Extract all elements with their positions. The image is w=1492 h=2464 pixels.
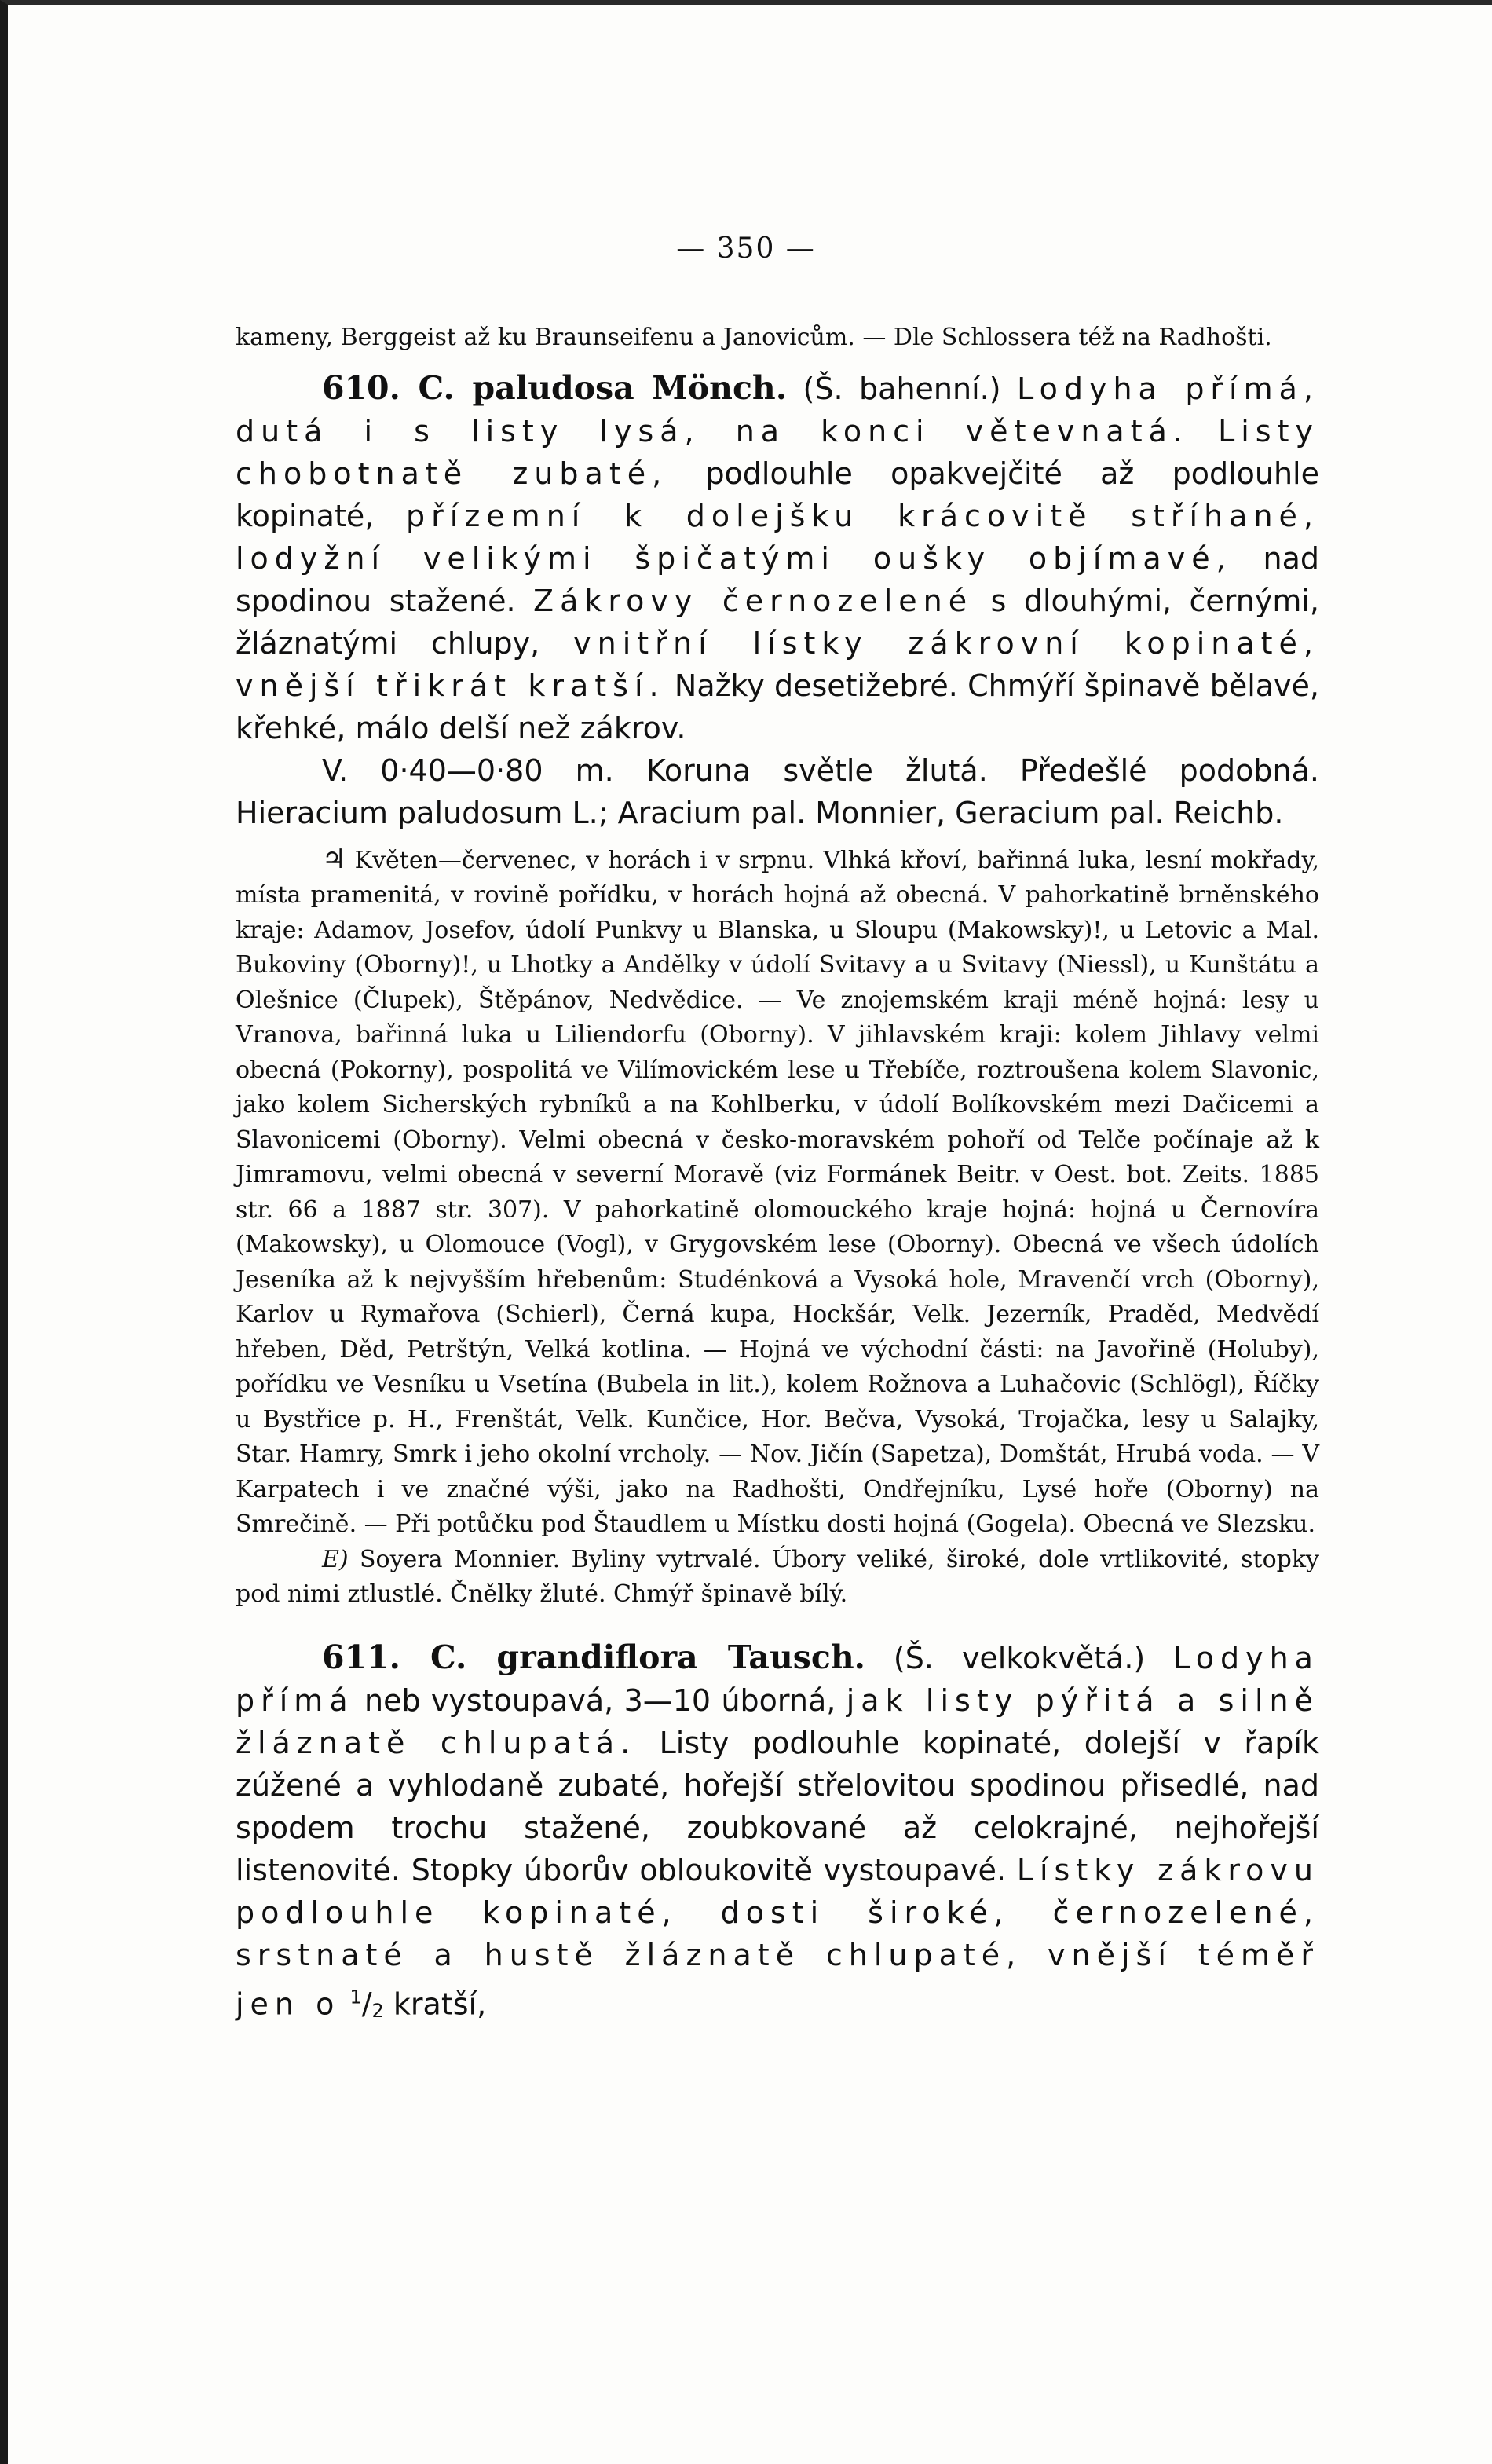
species-610-leaves-base: nad spodinou stažené. (236, 540, 1319, 618)
species-611-stem-detail: neb vystoupavá, 3—10 úborná, (364, 1682, 836, 1718)
species-611-czech-name: (Š. velkokvětá.) (893, 1640, 1146, 1675)
species-610-involucre-hairs: s dlouhými, černými, žláznatými chlupy, (236, 583, 1319, 661)
species-610-stem: Lodyha přímá, dutá i s listy lysá, na konci větevnatá. (236, 371, 1319, 448)
species-610-name: 610. C. paludosa Mönch. (322, 368, 788, 407)
species-610-involucre: Zákrovy černozelené (533, 583, 974, 618)
species-610-description (236, 367, 1319, 749)
intro-paragraph: kameny, Berggeist až ku Braunseifenu a Janovicům. — Dle Schlossera též na Radhošti. (236, 324, 1272, 351)
species-610-achenes: Nažky desetižebré. Chmýří špinavě bělavé, křehké, málo delší než zákrov. (236, 668, 1319, 745)
species-611-leaves: Listy podlouhle kopinaté, dolejší v řapík zúžené a vyhlodaně zubaté, hořejší střelovitou spodinou přisedlé, nad spodem trochu stažené, zoubkované až celokrajné, nejhořejší listenovité. Stopky úborův obloukovitě vystoupavé. (236, 1725, 1319, 1887)
perennial-symbol: ♃ (322, 843, 346, 875)
species-610-leaves-detail: přízemní k dolejšku krácovitě stříhané, lodyžní velikými špičatými oušky objímavé, (236, 498, 1319, 576)
fraction-denominator: 2 (371, 2000, 384, 2023)
page-number: — 350 — (676, 232, 816, 265)
species-610-distribution-text: Květen—červenec, v horách i v srpnu. Vlhká křoví, bařinná luka, lesní mokřady, místa pramenitá, v rovině pořídku, v horách hojná až obecná. V pahorkatině brněnského kraje: Adamov, Josefov, údolí Punkvy u Blanska, u Sloupu (Makowsky)!, u Letovic a Mal. Bukoviny (Oborny)!, u Lhotky a Andělky v údolí Svitavy a u Svitavy (Niessl), u Kunštátu a Olešnice (Člupek), Štěpánov, Nedvědice. — Ve znojemském kraji méně hojná: lesy u Vranova, bařinná luka u Liliendorfu (Oborny). V jihlavském kraji: kolem Jihlavy velmi obecná (Pokorny), pospolitá ve Vilímovickém lese u Třebíče, roztroušena kolem Slavonic, jako kolem Sicherských rybníků a na Kohlberku, v údolí Bolíkovském mezi Dačicemi a Slavonicemi (Oborny). Velmi obecná v česko-moravském pohoří od Telče počínaje až k Jimramovu, velmi obecná v severní Moravě (viz Formánek Beitr. v Oest. bot. Zeits. 1885 str. 66 a 1887 str. 307). V pahorkatině olomouckého kraje hojná: hojná u Černovíra (Makowsky), u Olomouce (Vogl), v Grygovském lese (Oborny). Obecná ve všech údolích Jeseníka až k nejvyšším hřebenům: Studénková a Vysoká hole, Mravenčí vrch (Oborny), Karlov u Rymařova (Schierl), Černá kupa, Hockšár, Velk. Jezerník, Praděd, Medvědí hřeben, Děd, Petrštýn, Velká kotlina. — Hojná ve východní části: na Javořině (Holuby), pořídku ve Vesníku u Vsetína (Bubela in lit.), kolem Rožnova a Luhačovic (Schlögl), Říčky u Bystřice p. H., Frenštát, Velk. Kunčice, Hor. Bečva, Vysoká, Trojačka, lesy u Salajky, Star. Hamry, Smrk i jeho okolní vrcholy. — Nov. Jičín (Sapetza), Domštát, Hrubá voda. — V Karpatech i ve značné výši, jako na Radhošti, Ondřejníku, Lysé hoře (Oborny) na Smrečině. — Při potůčku pod Štaudlem u Místku dosti hojná (Gogela). Obecná ve Slezsku. (236, 846, 1319, 1538)
species-611-bracts-end: kratší, (393, 1986, 487, 2022)
section-soyera-text: Soyera Monnier. Byliny vytrvalé. Úbory veliké, široké, dole vrtlikovité, stopky pod nimi ztlustlé. Čnělky žluté. Chmýř špinavě bílý. (236, 1545, 1319, 1608)
species-611-bracts: Lístky zákrovu podlouhle kopinaté, dosti široké, černozelené, srstnaté a hustě žláznatě chlupaté, vnější téměř jen o (236, 1852, 1319, 2022)
species-610-distribution (236, 842, 1319, 1543)
species-611-hairs: jak listy pýřitá a silně žláznatě chlupatá. (236, 1682, 1319, 1760)
species-611-name: 611. C. grandiflora Tausch. (322, 1638, 865, 1676)
fraction-numerator: 1 (349, 1986, 362, 2008)
text-column (236, 320, 1319, 2032)
fraction: $^1$/2 (349, 1986, 384, 2023)
species-610-leaves-shape: podlouhle opakvejčité až podlouhle kopinaté, (236, 456, 1319, 533)
species-611-description (236, 1636, 1319, 2033)
species-610-bracts: vnitřní lístky zákrovní kopinaté, vnější třikrát kratší. (236, 625, 1319, 703)
species-610-flowering: V. 0·40—0·80 m. Koruna světle žlutá. Předešlé podobná. Hieracium paludosum L.; Aracium pal. Monnier, Geracium pal. Reichb. (236, 752, 1319, 830)
species-611-stem: Lodyha přímá (236, 1640, 1319, 1718)
section-soyera (236, 1543, 1319, 1613)
section-soyera-label: E) (322, 1545, 349, 1573)
species-610-czech-name: (Š. bahenní.) (803, 371, 1001, 406)
species-610-leaves: Listy chobotnatě zubaté, (236, 413, 1319, 491)
